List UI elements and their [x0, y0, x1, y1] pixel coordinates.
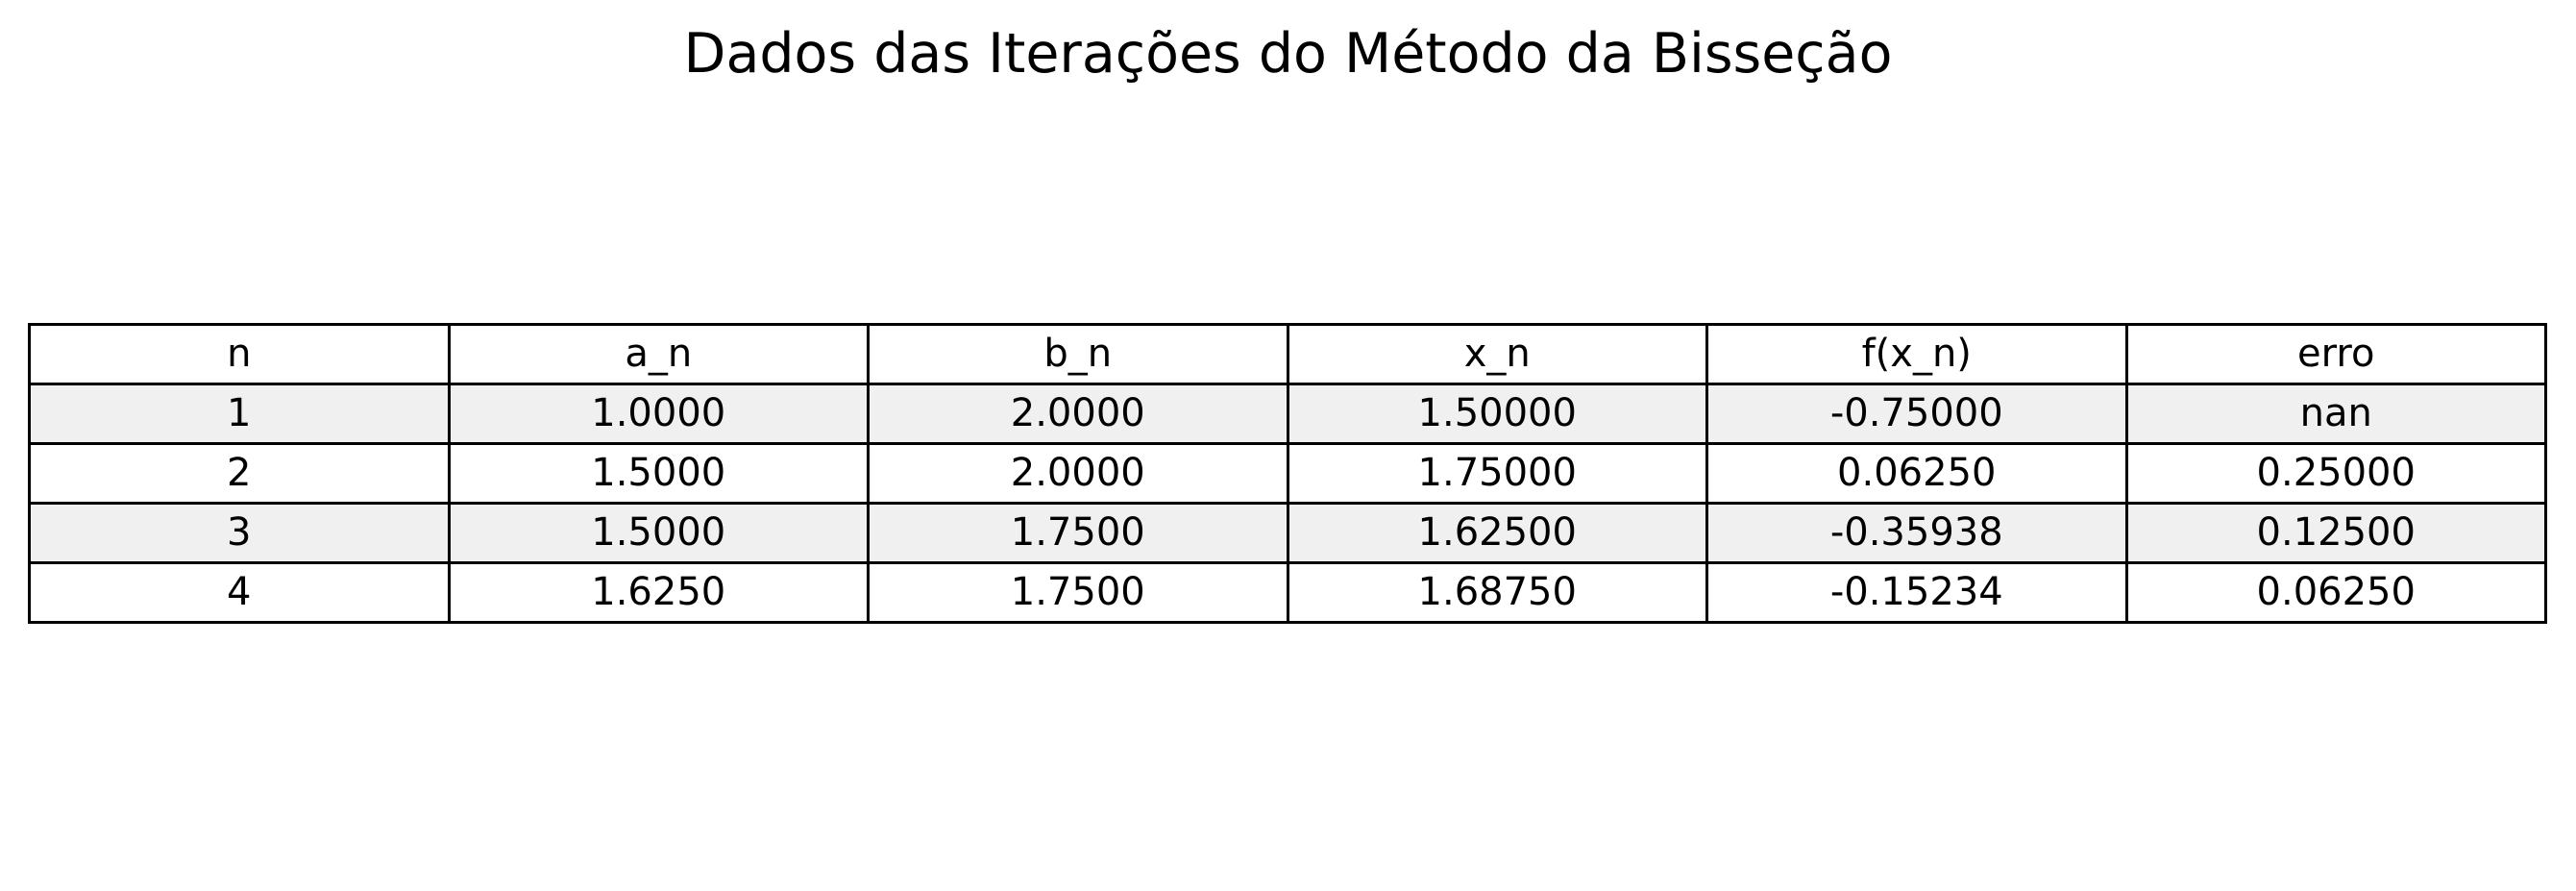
- table-cell: -0.15234: [1707, 563, 2127, 623]
- table-cell: 1.5000: [449, 444, 869, 504]
- table-cell: 2.0000: [869, 444, 1288, 504]
- iterations-table: [28, 323, 2547, 624]
- table-cell: nan: [2126, 384, 2546, 444]
- table-cell: 1.68750: [1288, 563, 1707, 623]
- table-cell: 0.25000: [2126, 444, 2546, 504]
- table-cell: 0.12500: [2126, 504, 2546, 563]
- chart-title: Dados das Iterações do Método da Bisseção: [683, 22, 1893, 86]
- table-cell: 1.50000: [1288, 384, 1707, 444]
- header-b-n: b_n: [869, 325, 1288, 384]
- header-f-x-n: f(x_n): [1707, 325, 2127, 384]
- table-cell: -0.35938: [1707, 504, 2127, 563]
- header-erro: erro: [2126, 325, 2546, 384]
- header-a-n: a_n: [449, 325, 869, 384]
- table-row: [30, 563, 2546, 623]
- table-cell: 0.06250: [1707, 444, 2127, 504]
- table-cell: -0.75000: [1707, 384, 2127, 444]
- table-cell: 0.06250: [2126, 563, 2546, 623]
- table-cell: 1.75000: [1288, 444, 1707, 504]
- table-header-row: [30, 325, 2546, 384]
- table-row: [30, 444, 2546, 504]
- table-row: [30, 504, 2546, 563]
- table-cell: 1.5000: [449, 504, 869, 563]
- table-cell: 1.6250: [449, 563, 869, 623]
- table-cell: 1.7500: [869, 504, 1288, 563]
- table-cell: 1.0000: [449, 384, 869, 444]
- table-cell: 2: [30, 444, 450, 504]
- table-cell: 4: [30, 563, 450, 623]
- header-x-n: x_n: [1288, 325, 1707, 384]
- table-cell: 3: [30, 504, 450, 563]
- table-cell: 1: [30, 384, 450, 444]
- table-cell: 2.0000: [869, 384, 1288, 444]
- table-cell: 1.7500: [869, 563, 1288, 623]
- header-n: n: [30, 325, 450, 384]
- table-cell: 1.62500: [1288, 504, 1707, 563]
- table-row: [30, 384, 2546, 444]
